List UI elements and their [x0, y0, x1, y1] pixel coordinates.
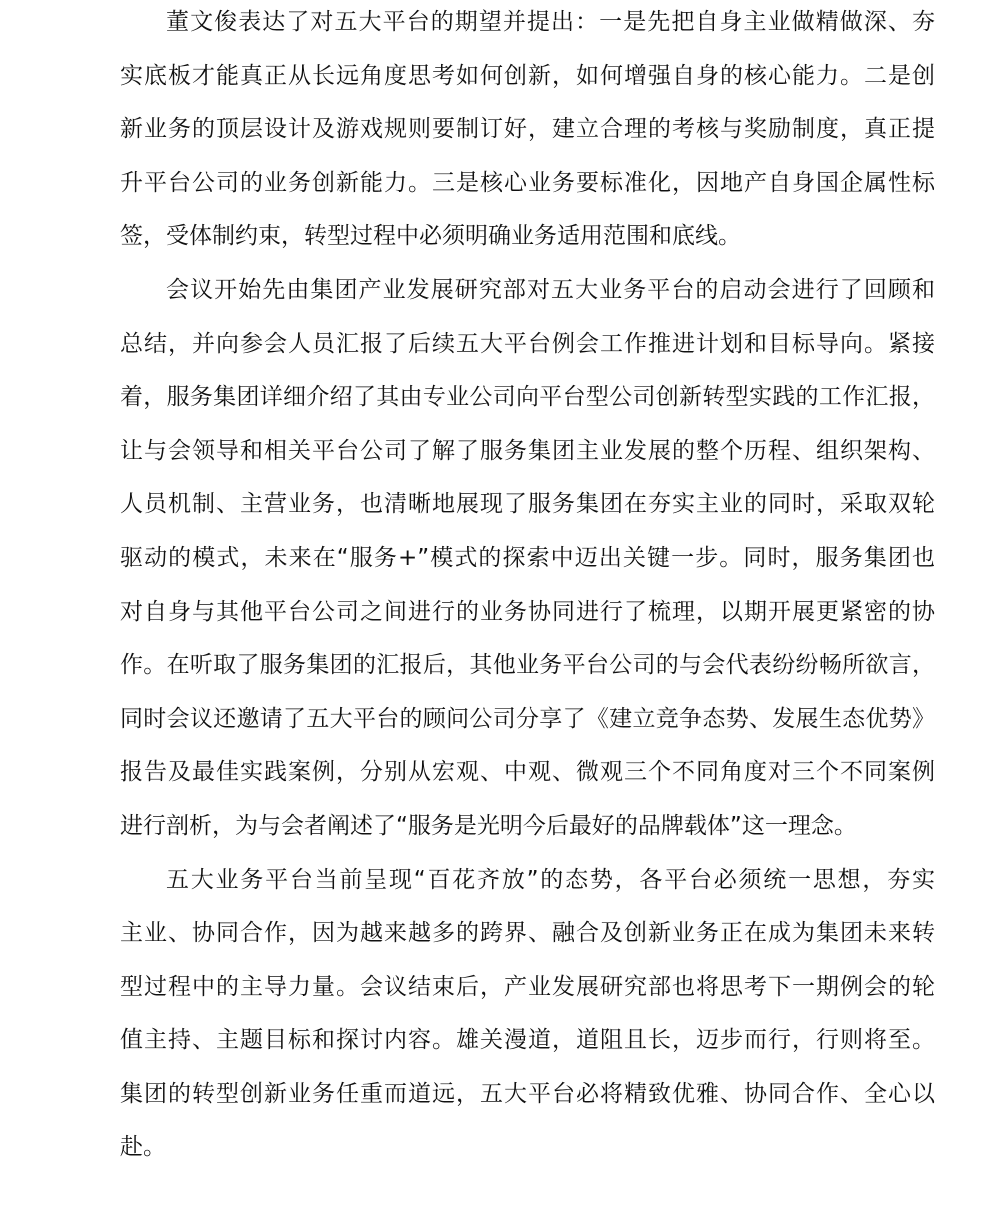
paragraph-line: 报告及最佳实践案例，分别从宏观、中观、微观三个不同角度对三个不同案例: [120, 759, 935, 786]
paragraph-line: 让与会领导和相关平台公司了解了服务集团主业发展的整个历程、组织架构、: [120, 437, 935, 464]
paragraph-line: 新业务的顶层设计及游戏规则要制订好，建立合理的考核与奖励制度，真正提: [120, 116, 935, 143]
paragraph-line: 升平台公司的业务创新能力。三是核心业务要标准化，因地产自身国企属性标: [120, 169, 935, 196]
paragraph-line: 五大业务平台当前呈现“百花齐放”的态势，各平台必须统一思想，夯实: [166, 866, 935, 893]
paragraph-line: 会议开始先由集团产业发展研究部对五大业务平台的启动会进行了回顾和: [166, 276, 935, 303]
paragraph-line: 总结，并向参会人员汇报了后续五大平台例会工作推进计划和目标导向。紧接: [120, 330, 935, 357]
paragraph-line: 董文俊表达了对五大平台的期望并提出：一是先把自身主业做精做深、夯: [166, 9, 935, 35]
paragraph-line: 签，受体制约束，转型过程中必须明确业务适用范围和底线。: [120, 223, 741, 250]
paragraph-line: 人员机制、主营业务，也清晰地展现了服务集团在夯实主业的同时，采取双轮: [120, 491, 935, 518]
paragraph-line: 着，服务集团详细介绍了其由专业公司向平台型公司创新转型实践的工作汇报，: [120, 384, 935, 411]
paragraph-line: 作。在听取了服务集团的汇报后，其他业务平台公司的与会代表纷纷畅所欲言，: [120, 652, 935, 679]
paragraph-line: 主业、协同合作，因为越来越多的跨界、融合及创新业务正在成为集团未来转: [120, 920, 935, 947]
paragraph-line: 进行剖析，为与会者阐述了“服务是光明今后最好的品牌载体”这一理念。: [120, 812, 857, 839]
paragraph-line: 值主持、主题目标和探讨内容。雄关漫道，道阻且长，迈步而行，行则将至。: [120, 1027, 935, 1054]
paragraph-line: 同时会议还邀请了五大平台的顾问公司分享了《建立竞争态势、发展生态优势》: [120, 705, 935, 732]
document-body: [120, 0, 935, 1175]
paragraph-meeting-summary: [120, 264, 935, 854]
paragraph-line: 型过程中的主导力量。会议结束后，产业发展研究部也将思考下一期例会的轮: [120, 973, 935, 1000]
paragraph-conclusion: [120, 854, 935, 1176]
paragraph-line: 对自身与其他平台公司之间进行的业务协同进行了梳理，以期开展更紧密的协: [120, 598, 935, 625]
paragraph-line: 驱动的模式，未来在“服务+”模式的探索中迈出关键一步。同时，服务集团也: [120, 544, 935, 571]
paragraph-expectations: [120, 0, 935, 264]
paragraph-line: 实底板才能真正从长远角度思考如何创新，如何增强自身的核心能力。二是创: [120, 62, 935, 89]
paragraph-line: 赴。: [120, 1134, 166, 1161]
paragraph-line: 集团的转型创新业务任重而道远，五大平台必将精致优雅、协同合作、全心以: [120, 1080, 935, 1107]
